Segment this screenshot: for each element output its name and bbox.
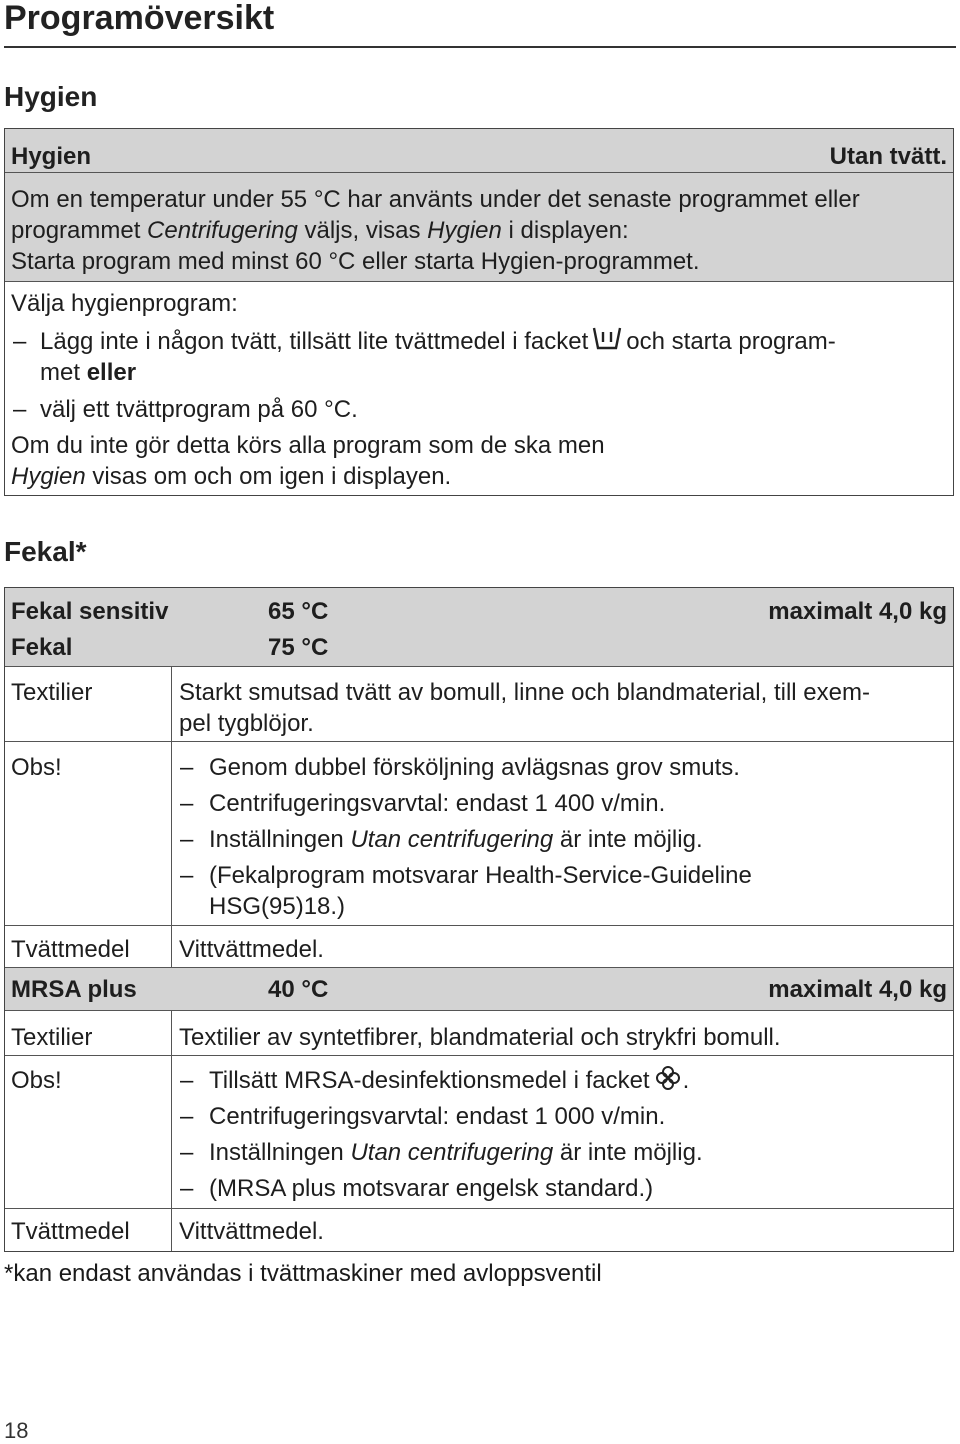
dash: – xyxy=(180,1139,194,1166)
hygien-para2-end1: Om du inte gör detta körs alla program som de ska men xyxy=(11,432,605,459)
hygien-step1-cont: met eller xyxy=(40,359,137,386)
program-temp: 75 °C xyxy=(268,634,329,661)
hygien-step1: Lägg inte i någon tvätt, tillsätt lite tvättmedel i facket och starta program- xyxy=(40,326,836,360)
tvattmedel-text: Vittvättmedel. xyxy=(179,1218,324,1245)
fekal-program-header xyxy=(5,588,953,666)
dash: – xyxy=(180,790,194,817)
divider xyxy=(5,1208,953,1209)
dash: – xyxy=(180,1175,194,1202)
program-name: Fekal sensitiv xyxy=(11,598,169,625)
obs-item: Centrifugeringsvarvtal: endast 1 000 v/min. xyxy=(209,1103,666,1130)
hygien-box-title: Hygien xyxy=(11,143,92,170)
program-name: Fekal xyxy=(11,634,73,661)
textilier-label: Textilier xyxy=(11,679,93,706)
dash: – xyxy=(180,862,194,889)
hygien-box xyxy=(4,128,954,496)
obs-item: Centrifugeringsvarvtal: endast 1 400 v/min. xyxy=(209,790,666,817)
dash: – xyxy=(13,396,27,423)
obs-label: Obs! xyxy=(11,1067,62,1094)
hygien-para1-line1: Om en temperatur under 55 °C har använts under det senaste programmet eller xyxy=(11,186,860,213)
hygien-heading: Hygien xyxy=(4,81,98,112)
footnote: *kan endast användas i tvättmaskiner med avloppsventil xyxy=(4,1260,602,1287)
fekal-table xyxy=(4,587,954,1252)
divider xyxy=(5,172,953,173)
hygien-para1-line2: programmet Centrifugering väljs, visas Hygien i displayen: xyxy=(11,217,629,244)
obs-item: (MRSA plus motsvarar engelsk standard.) xyxy=(209,1175,654,1202)
program-name: MRSA plus xyxy=(11,976,137,1003)
program-temp: 40 °C xyxy=(268,976,329,1003)
tvattmedel-label: Tvättmedel xyxy=(11,1218,130,1245)
obs-item: Inställningen Utan centrifugering är inte möjlig. xyxy=(209,1139,703,1166)
textilier-label: Textilier xyxy=(11,1024,93,1051)
mrsa-program-header xyxy=(5,968,953,1010)
obs-label: Obs! xyxy=(11,754,62,781)
divider xyxy=(5,1010,953,1011)
textilier-text-cont: pel tygblöjor. xyxy=(179,710,314,737)
title-rule xyxy=(4,46,956,48)
tvattmedel-label: Tvättmedel xyxy=(11,936,130,963)
hygien-box-note: Utan tvätt. xyxy=(829,143,947,170)
obs-item: Genom dubbel försköljning avlägsnas grov smuts. xyxy=(209,754,740,781)
divider xyxy=(5,666,953,667)
program-load: maximalt 4,0 kg xyxy=(768,976,947,1003)
divider xyxy=(5,741,953,742)
obs-item: Tillsätt MRSA-desinfektionsmedel i facket . xyxy=(209,1065,689,1099)
tvattmedel-text: Vittvättmedel. xyxy=(179,936,324,963)
divider xyxy=(5,281,953,282)
dash: – xyxy=(180,826,194,853)
obs-item: (Fekalprogram motsvarar Health-Service-Guideline xyxy=(209,862,752,889)
hygien-para1-line3: Starta program med minst 60 °C eller starta Hygien-programmet. xyxy=(11,248,700,275)
obs-item-cont: HSG(95)18.) xyxy=(209,893,346,920)
obs-item: Inställningen Utan centrifugering är inte möjlig. xyxy=(209,826,703,853)
dash: – xyxy=(180,1067,194,1094)
dash: – xyxy=(180,1103,194,1130)
hygien-para2-end2: Hygien visas om och om igen i displayen. xyxy=(11,463,452,490)
flower-compartment-icon xyxy=(655,1065,681,1099)
program-load: maximalt 4,0 kg xyxy=(768,598,947,625)
hygien-header xyxy=(5,129,953,281)
main-wash-compartment-icon xyxy=(592,326,622,360)
page-title: Programöversikt xyxy=(4,0,275,37)
dash: – xyxy=(13,328,27,355)
hygien-step2: välj ett tvättprogram på 60 °C. xyxy=(40,396,358,423)
textilier-text: Starkt smutsad tvätt av bomull, linne och blandmaterial, till exem- xyxy=(179,679,870,706)
textilier-text: Textilier av syntetfibrer, blandmaterial och strykfri bomull. xyxy=(179,1024,781,1051)
fekal-heading: Fekal* xyxy=(4,536,87,567)
hygien-para2-intro: Välja hygienprogram: xyxy=(11,290,238,317)
column-divider xyxy=(171,666,172,967)
dash: – xyxy=(180,754,194,781)
column-divider xyxy=(171,1010,172,1252)
divider xyxy=(5,1055,953,1056)
divider xyxy=(5,925,953,926)
page-number: 18 xyxy=(4,1418,29,1443)
program-temp: 65 °C xyxy=(268,598,329,625)
